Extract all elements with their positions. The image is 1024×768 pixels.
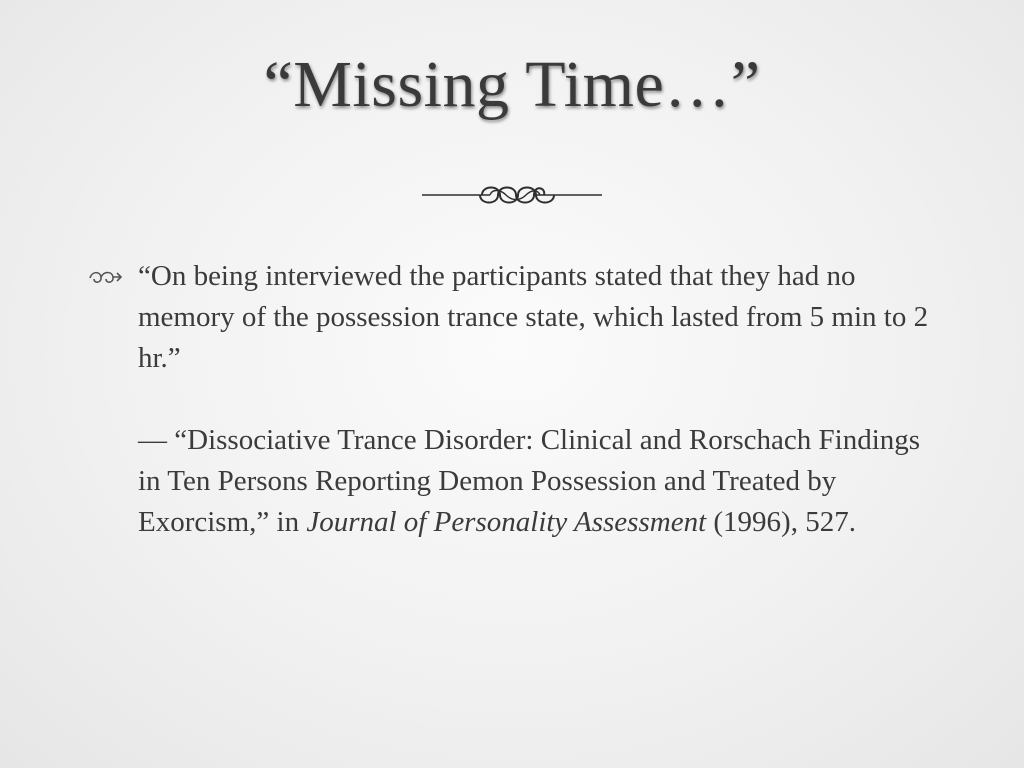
bullet-item bbox=[88, 256, 948, 543]
citation-journal: Journal of Personality Assessment bbox=[306, 506, 707, 538]
scroll-ornament-icon bbox=[420, 180, 604, 210]
quote-text: “On being interviewed the participants stated that they had no memory of the possession trance state, which lasted from 5 min to 2 hr.” bbox=[138, 260, 929, 374]
curly-arrow-bullet-icon bbox=[88, 268, 124, 286]
citation-tail: (1996), 527. bbox=[706, 506, 856, 538]
content-area bbox=[88, 256, 948, 543]
slide-title: “Missing Time…” bbox=[263, 48, 761, 121]
citation-lead: — “Dissociative Trance Disorder: Clinical and Rorschach Findings in Ten Persons Reporting Demon Possession and Treated by Exorcism,” in bbox=[138, 424, 921, 538]
citation-text bbox=[138, 420, 948, 543]
